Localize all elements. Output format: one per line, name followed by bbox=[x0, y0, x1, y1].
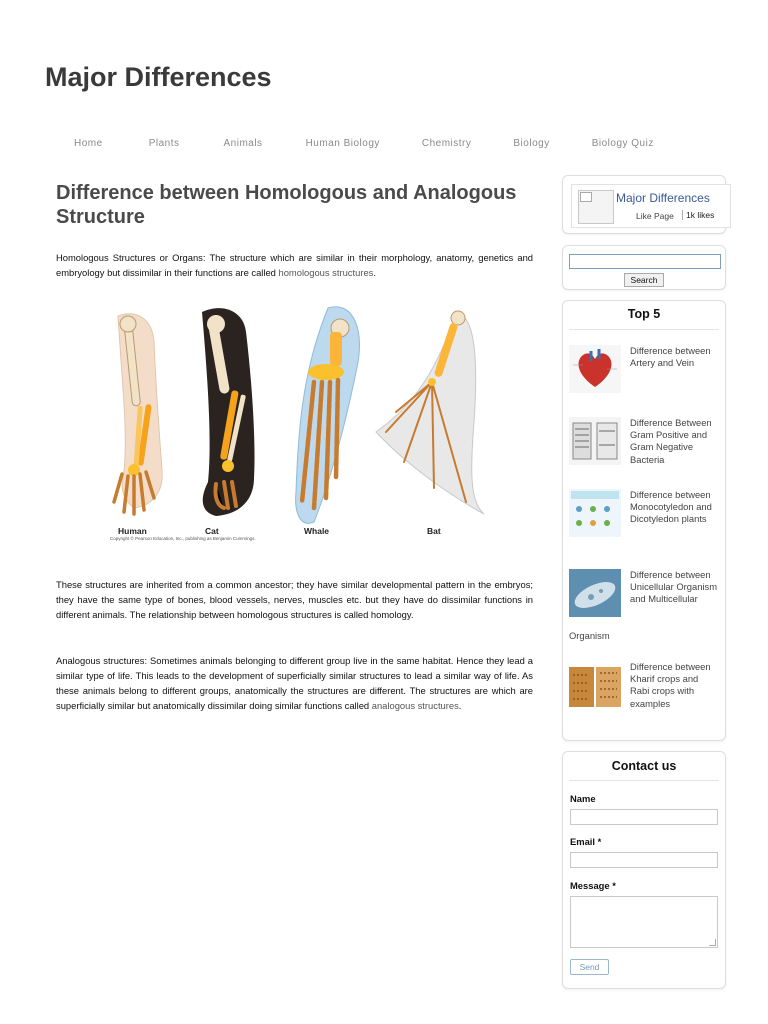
figure-label-bat: Bat bbox=[427, 526, 441, 536]
figure-label-whale: Whale bbox=[304, 526, 330, 536]
top5-title: Top 5 bbox=[627, 307, 661, 321]
paragraph-analogous bbox=[56, 653, 533, 713]
crops-thumbnail[interactable] bbox=[569, 661, 621, 709]
nav-home[interactable]: Home bbox=[74, 138, 103, 149]
human-arm-drawing bbox=[114, 314, 162, 514]
top5-item-label[interactable]: Difference between Monocotyledon and Dicotyledon plants bbox=[630, 489, 712, 525]
nav-chemistry[interactable]: Chemistry bbox=[421, 138, 472, 149]
search-widget bbox=[562, 245, 726, 290]
paragraph-text: Analogous structures: Sometimes animals belonging to different group live in the same habitat. Hence they lead a similar type of life. This leads to the development of superficially similar structures to lead a similar way of life. As these animals belong to different groups, anatomically the structures are different. The structures are which are superficially similar but anatomically dissimilar doing similar functions called bbox=[56, 655, 533, 711]
top5-divider bbox=[569, 329, 719, 330]
message-textarea[interactable] bbox=[570, 896, 718, 948]
limb-bones-illustration bbox=[104, 302, 494, 534]
facebook-like-button[interactable]: Like Page bbox=[636, 211, 674, 221]
email-label: Email * bbox=[570, 836, 602, 847]
paragraph-text: Homologous Structures or Organs: The structure which are similar in their morphology, anatomy, genetics and embryology but dissimilar in their functions are called bbox=[56, 252, 533, 278]
figure-label-cat: Cat bbox=[205, 526, 219, 536]
top5-item-label[interactable]: Difference between Artery and Vein bbox=[630, 345, 711, 369]
nav-biology[interactable]: Biology bbox=[513, 138, 550, 149]
send-button[interactable]: Send bbox=[570, 959, 609, 975]
top5-item-label[interactable]: Difference between Kharif crops and Rabi crops with examples bbox=[630, 661, 711, 709]
figure-label-human: Human bbox=[118, 526, 147, 536]
homologous-limbs-figure bbox=[104, 302, 494, 546]
post-title: Difference between Homologous and Analogous Structure bbox=[56, 182, 517, 228]
whale-flipper-drawing bbox=[296, 307, 360, 524]
paragraph-homologous bbox=[56, 250, 533, 280]
figure-copyright: Copyright © Pearson Education, Inc., publishing as Benjamin Cummings. bbox=[110, 536, 256, 541]
homologous-structures-link[interactable]: homologous structures bbox=[278, 267, 374, 278]
name-label: Name bbox=[570, 793, 596, 804]
paragraph-end: . bbox=[458, 700, 462, 711]
search-input[interactable] bbox=[569, 254, 721, 269]
contact-divider bbox=[569, 780, 719, 781]
message-label: Message * bbox=[570, 880, 616, 891]
main-nav bbox=[54, 136, 694, 154]
name-field[interactable] bbox=[570, 809, 718, 825]
facebook-page-name[interactable]: Major Differences bbox=[616, 191, 710, 205]
heart-thumbnail[interactable] bbox=[569, 345, 621, 393]
facebook-widget bbox=[562, 175, 726, 234]
facebook-page-plugin bbox=[571, 184, 731, 228]
bacteria-cell-wall-thumbnail[interactable] bbox=[569, 417, 621, 465]
top5-widget bbox=[562, 300, 726, 741]
facebook-page-thumbnail[interactable] bbox=[578, 190, 614, 224]
top5-item-label[interactable]: Difference between Unicellular Organism and Multicellular bbox=[630, 569, 718, 605]
microorganism-thumbnail[interactable] bbox=[569, 569, 621, 617]
facebook-like-count: 1k likes bbox=[682, 210, 714, 220]
contact-widget bbox=[562, 751, 726, 989]
paragraph-end: . bbox=[373, 267, 376, 278]
nav-plants[interactable]: Plants bbox=[148, 138, 180, 149]
bat-wing-drawing bbox=[376, 311, 484, 514]
nav-human-biology[interactable]: Human Biology bbox=[305, 138, 380, 149]
site-title[interactable]: Major Differences bbox=[45, 62, 272, 92]
top5-item-label-continued[interactable]: Organism bbox=[569, 630, 610, 641]
cat-leg-drawing bbox=[202, 308, 255, 516]
contact-title: Contact us bbox=[611, 759, 677, 773]
paragraph-inheritance: These structures are inherited from a common ancestor; they have similar developmental pattern in the embryos; they have the same type of bones, blood vessels, nerves, muscles etc. but they have do dissimilar functions in different animals. The relationship between homologous structures is called homology. bbox=[56, 579, 533, 620]
top5-item-label[interactable]: Difference Between Gram Positive and Gram Negative Bacteria bbox=[630, 417, 712, 465]
plants-chart-thumbnail[interactable] bbox=[569, 489, 621, 537]
nav-animals[interactable]: Animals bbox=[223, 138, 263, 149]
search-button[interactable]: Search bbox=[624, 273, 664, 287]
analogous-structures-link[interactable]: analogous structures bbox=[371, 700, 459, 711]
email-field[interactable] bbox=[570, 852, 718, 868]
nav-biology-quiz[interactable]: Biology Quiz bbox=[591, 138, 654, 149]
